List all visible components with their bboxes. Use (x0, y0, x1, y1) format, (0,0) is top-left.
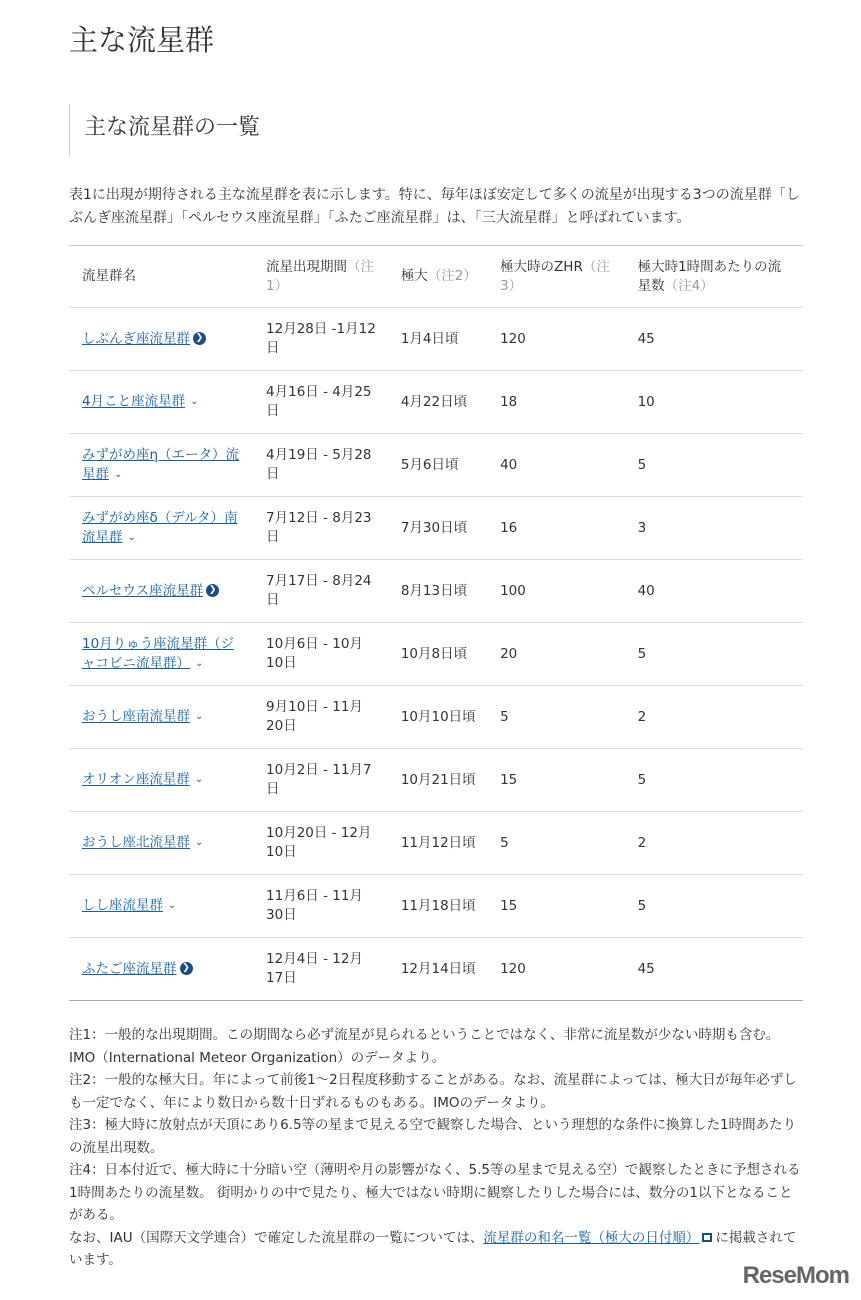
circle-arrow-icon[interactable]: ❯ (180, 962, 193, 975)
name-cell (69, 875, 253, 938)
name-cell (69, 497, 253, 560)
period-cell: 4月16日 - 4月25日 (253, 371, 388, 434)
period-cell: 10月2日 - 11月7日 (253, 749, 388, 812)
circle-arrow-icon[interactable]: ❯ (193, 332, 206, 345)
name-cell (69, 623, 253, 686)
shower-link[interactable]: しぶんぎ座流星群 (82, 330, 190, 347)
count-cell: 5 (625, 749, 803, 812)
note-item: 注2：一般的な極大日。年によって前後1～2日程度移動することがある。なお、流星群によっては、極大日が毎年必ずしも一定でなく、年により数日から数十日ずれるものもある。IMOのデータより。 (69, 1072, 797, 1111)
period-cell: 4月19日 - 5月28日 (253, 434, 388, 497)
zhr-cell: 18 (487, 371, 625, 434)
count-cell: 2 (625, 812, 803, 875)
count-cell: 5 (625, 434, 803, 497)
chevron-down-icon[interactable]: ⌄ (194, 774, 204, 786)
name-cell (69, 749, 253, 812)
zhr-cell: 15 (487, 749, 625, 812)
table-row (69, 623, 803, 686)
count-cell: 5 (625, 875, 803, 938)
zhr-cell: 120 (487, 308, 625, 371)
resemom-logo: ReseMom (742, 1262, 849, 1289)
count-cell: 45 (625, 938, 803, 1001)
chevron-down-icon[interactable]: ⌄ (195, 657, 204, 669)
peak-cell: 10月21日頃 (388, 749, 487, 812)
table-row (69, 812, 803, 875)
external-link-icon (702, 1233, 712, 1242)
notes (69, 1024, 804, 1272)
table-row (69, 686, 803, 749)
shower-link[interactable]: みずがめ座δ（デルタ）南流星群 (82, 509, 238, 546)
note-item: 注4：日本付近で、極大時に十分暗い空（薄明や月の影響がなく、5.5等の星まで見える空）で観察したときに予想される1時間あたりの流星数。 街明かりの中で見たり、極大ではない時期に観察したりした場合には、数分の1以下となることがある。 (69, 1162, 801, 1223)
count-cell: 40 (625, 560, 803, 623)
name-cell (69, 560, 253, 623)
zhr-cell: 5 (487, 686, 625, 749)
period-cell: 12月28日 -1月12日 (253, 308, 388, 371)
page-title: 主な流星群 (69, 23, 215, 57)
section-heading: 主な流星群の一覧 (69, 104, 260, 156)
name-cell (69, 686, 253, 749)
meteor-list-link[interactable]: 流星群の和名一覧（極大の日付順） (483, 1229, 700, 1246)
shower-link[interactable]: ふたご座流星群 (82, 960, 177, 977)
period-cell: 12月4日 - 12月17日 (253, 938, 388, 1001)
column-header: 流星群名 (69, 246, 253, 308)
shower-link[interactable]: ペルセウス座流星群 (82, 582, 204, 599)
count-cell: 10 (625, 371, 803, 434)
shower-link[interactable]: みずがめ座η（エータ）流星群 (82, 446, 240, 483)
name-cell (69, 812, 253, 875)
shower-link[interactable]: しし座流星群 (82, 897, 163, 914)
footer-text: なお、IAU（国際天文学連合）で確定した流星群の一覧については、流星群の和名一覧（極大の日付順） に掲載されています。 (69, 1229, 797, 1268)
chevron-down-icon[interactable]: ⌄ (168, 900, 177, 912)
period-cell: 10月20日 - 12月10日 (253, 812, 388, 875)
note-item: 注3：極大時に放射点が天頂にあり6.5等の星まで見える空で観察した場合、という理想的な条件に換算した1時間あたりの流星出現数。 (69, 1117, 797, 1156)
zhr-cell: 100 (487, 560, 625, 623)
table-row (69, 434, 803, 497)
intro-text: 表1に出現が期待される主な流星群を表に示します。特に、毎年ほぼ安定して多くの流星が出現する3つの流星群「しぶんぎ座流星群」「ペルセウス座流星群」「ふたご座流星群」は、「三大流星群」と呼ばれています。 (69, 187, 800, 226)
table-row (69, 875, 803, 938)
table-row (69, 938, 803, 1001)
shower-link[interactable]: 10月りゅう座流星群（ジャコビニ流星群） (82, 635, 235, 672)
count-cell: 3 (625, 497, 803, 560)
period-cell: 7月17日 - 8月24日 (253, 560, 388, 623)
zhr-cell: 120 (487, 938, 625, 1001)
peak-cell: 11月18日頃 (388, 875, 487, 938)
table-row (69, 371, 803, 434)
zhr-cell: 5 (487, 812, 625, 875)
count-cell: 45 (625, 308, 803, 371)
chevron-down-icon[interactable]: ⌄ (195, 837, 204, 849)
zhr-cell: 16 (487, 497, 625, 560)
shower-link[interactable]: 4月こと座流星群 (82, 393, 186, 410)
name-cell (69, 938, 253, 1001)
shower-link[interactable]: おうし座南流星群 (82, 708, 190, 725)
column-header: 極大（注2） (388, 246, 487, 308)
circle-arrow-icon[interactable]: ❯ (206, 584, 219, 597)
column-header: 極大時1時間あたりの流星数（注4） (625, 246, 803, 308)
column-header: 極大時のZHR（注3） (487, 246, 625, 308)
peak-cell: 10月8日頃 (388, 623, 487, 686)
zhr-cell: 40 (487, 434, 625, 497)
table-row (69, 308, 803, 371)
peak-cell: 7月30日頃 (388, 497, 487, 560)
peak-cell: 11月12日頃 (388, 812, 487, 875)
peak-cell: 5月6日頃 (388, 434, 487, 497)
meteor-shower-table (69, 245, 803, 1001)
chevron-down-icon[interactable]: ⌄ (195, 711, 204, 723)
table-row (69, 560, 803, 623)
name-cell (69, 308, 253, 371)
peak-cell: 10月10日頃 (388, 686, 487, 749)
name-cell (69, 371, 253, 434)
chevron-down-icon[interactable]: ⌄ (127, 531, 136, 543)
zhr-cell: 20 (487, 623, 625, 686)
peak-cell: 1月4日頃 (388, 308, 487, 371)
shower-link[interactable]: おうし座北流星群 (82, 834, 190, 851)
table-row (69, 497, 803, 560)
chevron-down-icon[interactable]: ⌄ (114, 468, 123, 480)
peak-cell: 8月13日頃 (388, 560, 487, 623)
shower-link[interactable]: オリオン座流星群 (82, 771, 190, 788)
table-row (69, 749, 803, 812)
peak-cell: 12月14日頃 (388, 938, 487, 1001)
peak-cell: 4月22日頃 (388, 371, 487, 434)
chevron-down-icon[interactable]: ⌄ (190, 396, 199, 408)
period-cell: 11月6日 - 11月30日 (253, 875, 388, 938)
period-cell: 10月6日 - 10月10日 (253, 623, 388, 686)
period-cell: 7月12日 - 8月23日 (253, 497, 388, 560)
note-item: 注1：一般的な出現期間。この期間なら必ず流星が見られるということではなく、非常に流星数が少ない時期も含む。IMO（International Meteor Organization）のデータより。 (69, 1027, 780, 1066)
count-cell: 5 (625, 623, 803, 686)
column-header: 流星出現期間（注1） (253, 246, 388, 308)
period-cell: 9月10日 - 11月20日 (253, 686, 388, 749)
count-cell: 2 (625, 686, 803, 749)
zhr-cell: 15 (487, 875, 625, 938)
name-cell (69, 434, 253, 497)
